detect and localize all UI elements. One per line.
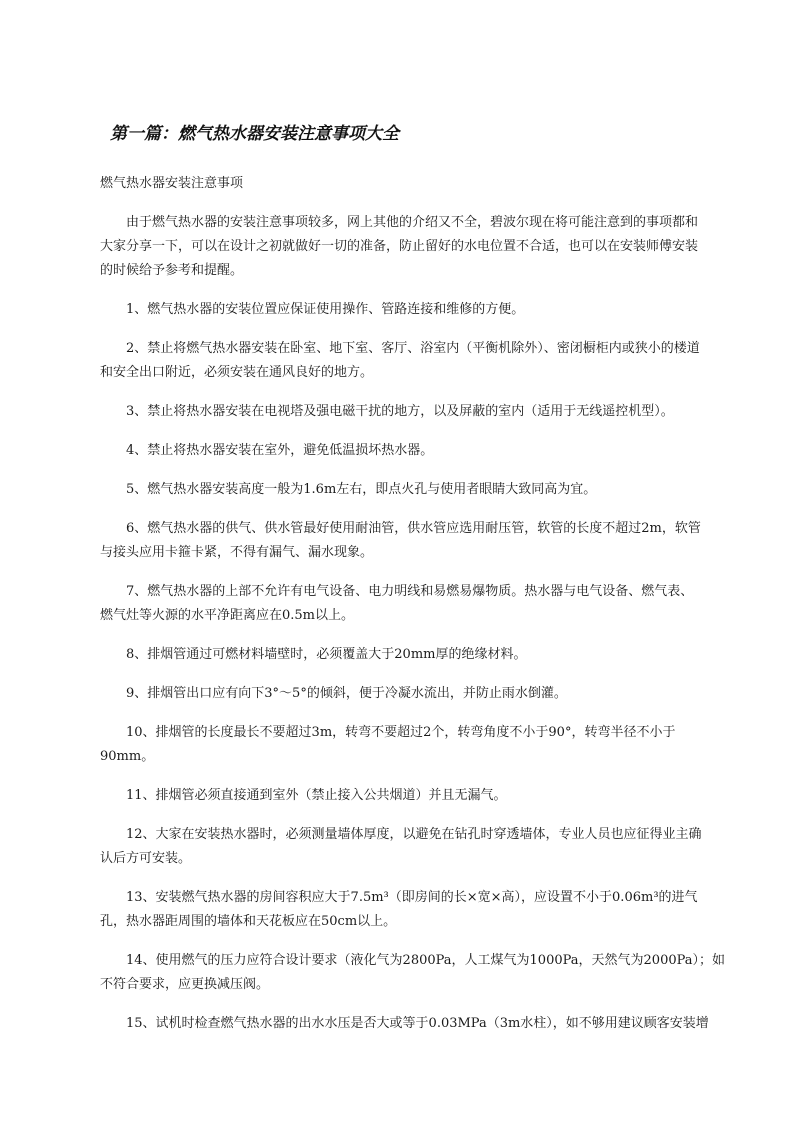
- paragraph: [100, 298, 712, 322]
- paragraph-line: 和安全出口附近，必须安装在通风良好的地方。: [100, 365, 374, 380]
- paragraph-list: [100, 211, 726, 1036]
- paragraph: [100, 211, 712, 283]
- paragraph-line: 10、排烟管的长度最长不要超过3m，转弯不要超过2个，转弯角度不小于90°，转弯半径不小于: [126, 725, 676, 740]
- paragraph: [100, 337, 712, 385]
- paragraph-line: 1、燃气热水器的安装位置应保证使用操作、管路连接和维修的方便。: [126, 302, 525, 317]
- paragraph: [100, 478, 712, 502]
- paragraph: [100, 517, 712, 565]
- paragraph-line: 6、燃气热水器的供气、供水管最好使用耐油管，供水管应选用耐压管，软管的长度不超过2m，软管: [126, 521, 701, 536]
- paragraph-line: 90mm。: [100, 749, 155, 764]
- paragraph: [100, 886, 712, 934]
- paragraph: [100, 439, 712, 463]
- paragraph: [100, 823, 712, 871]
- paragraph-line: 14、使用燃气的压力应符合设计要求（液化气为2800Pa，人工煤气为1000Pa，天然气为2000Pa）；如: [126, 953, 726, 968]
- paragraph-line: 与接头应用卡箍卡紧，不得有漏气、漏水现象。: [100, 545, 374, 560]
- paragraph-line: 认后方可安装。: [100, 851, 192, 866]
- paragraph-line: 3、禁止将热水器安装在电视塔及强电磁干扰的地方，以及屏蔽的室内（适用于无线遥控机型）。: [126, 404, 674, 419]
- paragraph-line: 大家分享一下，可以在设计之初就做好一切的准备，防止留好的水电位置不合适，也可以在安装师傅安装: [100, 239, 699, 254]
- paragraph-line: 4、禁止将热水器安装在室外，避免低温损坏热水器。: [126, 443, 434, 458]
- paragraph-line: 5、燃气热水器安装高度一般为1.6m左右，即点火孔与使用者眼睛大致同高为宜。: [126, 482, 597, 497]
- paragraph-line: 孔，热水器距周围的墙体和天花板应在50cm以上。: [100, 914, 397, 929]
- paragraph-line: 15、试机时检查燃气热水器的出水水压是否大或等于0.03MPa（3m水柱），如不够用建议顾客安装增: [126, 1016, 709, 1031]
- paragraph: [100, 1012, 712, 1036]
- paragraph-line: 11、排烟管必须直接通到室外（禁止接入公共烟道）并且无漏气。: [126, 788, 507, 803]
- paragraph: [100, 580, 712, 628]
- paragraph-line: 12、大家在安装热水器时，必须测量墙体厚度，以避免在钻孔时穿透墙体，专业人员也应征得业主确: [126, 827, 702, 842]
- paragraph: [100, 400, 712, 424]
- paragraph: [100, 721, 712, 769]
- paragraph: [100, 643, 712, 667]
- paragraph-line: 2、禁止将燃气热水器安装在卧室、地下室、客厅、浴室内（平衡机除外）、密闭橱柜内或狭小的楼道: [126, 341, 700, 356]
- document-subtitle: 燃气热水器安装注意事项: [100, 176, 244, 191]
- paragraph-line: 9、排烟管出口应有向下3°～5°的倾斜，便于冷凝水流出，并防止雨水倒灌。: [126, 686, 567, 701]
- paragraph-line: 13、安装燃气热水器的房间容积应大于7.5m³（即房间的长×宽×高），应设置不小于0.06m³的进气: [126, 890, 698, 905]
- paragraph: [100, 784, 712, 808]
- paragraph-line: 由于燃气热水器的安装注意事项较多，网上其他的介绍又不全，碧波尔现在将可能注意到的事项都和: [126, 215, 699, 230]
- paragraph-line: 燃气灶等火源的水平净距离应在0.5m以上。: [100, 608, 355, 623]
- paragraph: [100, 682, 712, 706]
- paragraph-line: 7、燃气热水器的上部不允许有电气设备、电力明线和易燃易爆物质。热水器与电气设备、燃气表、: [126, 584, 694, 599]
- paragraph-line: 不符合要求，应更换减压阀。: [100, 977, 270, 992]
- paragraph-line: 8、排烟管通过可燃材料墙壁时，必须覆盖大于20mm厚的绝缘材料。: [126, 647, 527, 662]
- document-title: 第一篇：燃气热水器安装注意事项大全: [110, 124, 399, 144]
- paragraph-line: 的时候给予参考和提醒。: [100, 263, 244, 278]
- document-body: [100, 172, 726, 1051]
- paragraph: [100, 949, 726, 997]
